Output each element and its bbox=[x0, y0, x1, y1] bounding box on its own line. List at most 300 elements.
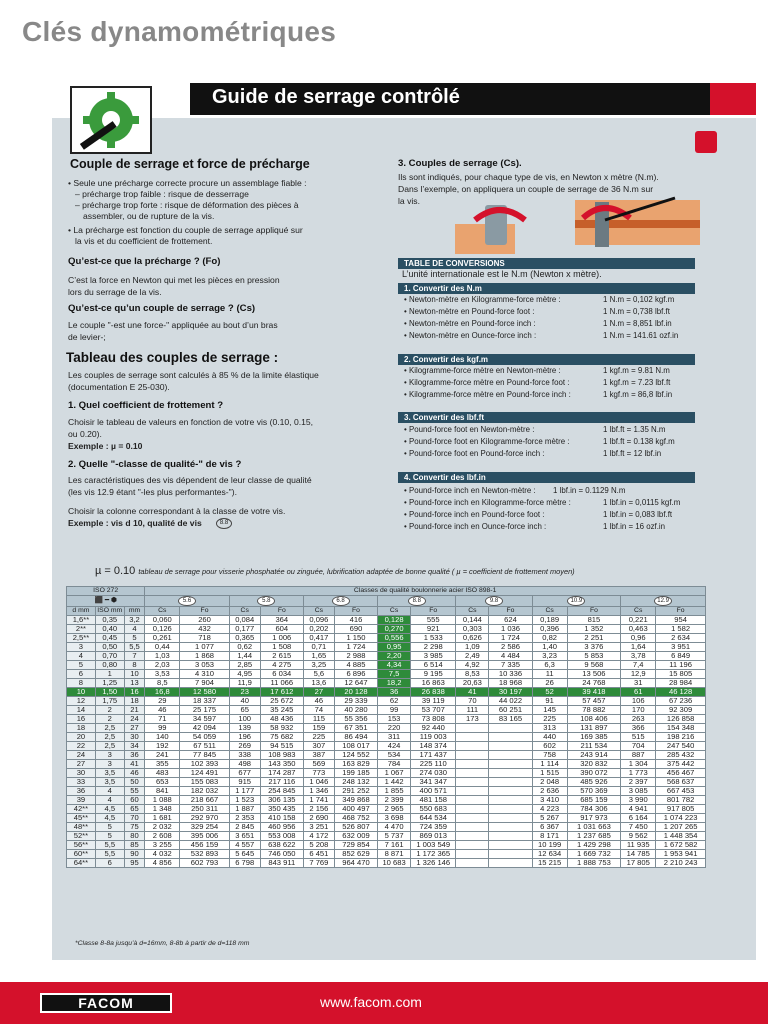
table-cell: 196 bbox=[229, 733, 260, 742]
bolt-icon: ⬛ ━ ⬢ bbox=[67, 596, 145, 607]
table-cell: 350 435 bbox=[260, 805, 303, 814]
table-row bbox=[67, 715, 706, 724]
conversion-label: • Newton-mètre en Pound-force inch : bbox=[404, 319, 536, 328]
conversion-value: 1 lbf.in = 0,0115 kgf.m bbox=[603, 498, 681, 507]
table-cell: 5,6 bbox=[303, 670, 334, 679]
sub-header-cell: Cs bbox=[456, 607, 489, 616]
table-cell: 624 bbox=[489, 616, 532, 625]
table-cell: 131 897 bbox=[567, 724, 621, 733]
table-cell: 5,5 bbox=[124, 643, 145, 652]
table-cell: 3,23 bbox=[532, 652, 567, 661]
table-cell: 5 853 bbox=[567, 652, 621, 661]
step2-heading: 2. Quelle "-classe de qualité-" de vis ? bbox=[68, 459, 242, 470]
table-cell: 155 083 bbox=[180, 778, 229, 787]
table-cell: 18 337 bbox=[180, 697, 229, 706]
table-cell: 677 bbox=[229, 769, 260, 778]
table-cell bbox=[489, 805, 532, 814]
table-cell: 0,270 bbox=[378, 625, 411, 634]
table-cell: 2 399 bbox=[378, 796, 411, 805]
table-row bbox=[67, 697, 706, 706]
conversion-label: • Pound-force foot en Kilogramme-force mètre : bbox=[404, 437, 570, 446]
conversion-group-title: 1. Convertir des N.m bbox=[398, 283, 695, 294]
table-cell: 5 bbox=[67, 661, 96, 670]
table-row bbox=[67, 634, 706, 643]
table-cell: 3 985 bbox=[411, 652, 456, 661]
table-cell: 0,82 bbox=[532, 634, 567, 643]
table-cell: 225 bbox=[303, 733, 334, 742]
table-cell: 12,9 bbox=[621, 670, 656, 679]
table-cell: 4 885 bbox=[334, 661, 377, 670]
table-cell: 311 bbox=[378, 733, 411, 742]
table-cell bbox=[456, 832, 489, 841]
table-cell bbox=[489, 814, 532, 823]
website-link[interactable]: www.facom.com bbox=[320, 994, 422, 1010]
table-cell: 0,45 bbox=[95, 634, 124, 643]
table-cell: 7,4 bbox=[621, 661, 656, 670]
table-row bbox=[67, 796, 706, 805]
conversion-value: 1 N.m = 8,851 lbf.in bbox=[603, 319, 672, 328]
table-cell: 42** bbox=[67, 805, 96, 814]
iso-header: ISO 272 bbox=[67, 587, 145, 596]
question-precharge: Qu’est-ce que la précharge ? (Fo) bbox=[68, 256, 221, 267]
table-cell bbox=[456, 850, 489, 859]
table-cell: 24 bbox=[124, 715, 145, 724]
table-cell: 355 bbox=[145, 760, 180, 769]
table-cell: 569 bbox=[303, 760, 334, 769]
table-cell: 16 bbox=[67, 715, 96, 724]
table-cell: 163 829 bbox=[334, 760, 377, 769]
table-cell: 6 849 bbox=[656, 652, 706, 661]
step1-heading: 1. Quel coefficient de frottement ? bbox=[68, 400, 224, 411]
table-cell: 1 003 549 bbox=[411, 841, 456, 850]
table-cell: 485 926 bbox=[567, 778, 621, 787]
table-cell: 685 159 bbox=[567, 796, 621, 805]
table-cell: 917 973 bbox=[567, 814, 621, 823]
table-cell: 534 bbox=[378, 751, 411, 760]
table-cell: 148 374 bbox=[411, 742, 456, 751]
table-cell: 6 bbox=[67, 670, 96, 679]
table-cell bbox=[489, 769, 532, 778]
text: C’est la force en Newton qui met les pièces en pression bbox=[68, 275, 280, 285]
table-cell: 1 067 bbox=[378, 769, 411, 778]
table-cell: 12 647 bbox=[334, 679, 377, 688]
table-cell: 0,556 bbox=[378, 634, 411, 643]
table-cell: 269 bbox=[229, 742, 260, 751]
table-cell: 5 737 bbox=[378, 832, 411, 841]
table-cell: 1 681 bbox=[145, 814, 180, 823]
table-cell bbox=[489, 841, 532, 850]
table-cell: 320 832 bbox=[567, 760, 621, 769]
table-cell: 83 165 bbox=[489, 715, 532, 724]
conversion-label: • Pound-force inch en Newton-mètre : bbox=[404, 486, 536, 495]
table-cell: 667 453 bbox=[656, 787, 706, 796]
table-cell: 6,3 bbox=[532, 661, 567, 670]
table-cell: 2 353 bbox=[229, 814, 260, 823]
table-cell: 263 bbox=[621, 715, 656, 724]
sub-header-cell: Cs bbox=[532, 607, 567, 616]
table-cell: 390 072 bbox=[567, 769, 621, 778]
table-cell: 73 808 bbox=[411, 715, 456, 724]
table-cell: 225 110 bbox=[411, 760, 456, 769]
table-cell: 26 838 bbox=[411, 688, 456, 697]
table-cell: 843 911 bbox=[260, 859, 303, 868]
table-cell: 869 013 bbox=[411, 832, 456, 841]
table-cell: 199 185 bbox=[334, 769, 377, 778]
table-cell: 67 511 bbox=[180, 742, 229, 751]
table-cell: 16 bbox=[124, 688, 145, 697]
table-cell: 17 612 bbox=[260, 688, 303, 697]
page-title: Clés dynamométriques bbox=[22, 16, 337, 47]
conversion-value: 1 N.m = 0,738 lbf.ft bbox=[603, 307, 670, 316]
table-cell: 3 990 bbox=[621, 796, 656, 805]
table-cell: 2 156 bbox=[303, 805, 334, 814]
text: lors du serrage de la vis. bbox=[68, 287, 162, 297]
table-cell: 2 210 243 bbox=[656, 859, 706, 868]
table-cell: 70 bbox=[124, 814, 145, 823]
conversion-value: 1 kgf.m = 9.81 N.m bbox=[603, 366, 670, 375]
table-cell: 2 251 bbox=[567, 634, 621, 643]
table-cell: 1 304 bbox=[621, 760, 656, 769]
table-cell: 0,70 bbox=[95, 652, 124, 661]
table-cell: 67 351 bbox=[334, 724, 377, 733]
table-cell: 3 255 bbox=[145, 841, 180, 850]
table-cell: 8,5 bbox=[145, 679, 180, 688]
table-cell: 291 252 bbox=[334, 787, 377, 796]
table-cell: 16,8 bbox=[145, 688, 180, 697]
friction-caption: tableau de serrage pour visserie phosphatée ou zinguée, lubrification adaptée de bonne qualité ( µ = coefficient de frottement moyen) bbox=[138, 567, 575, 576]
table-cell: 0,126 bbox=[145, 625, 180, 634]
table-cell: 424 bbox=[378, 742, 411, 751]
table-cell: 159 bbox=[303, 724, 334, 733]
table-row bbox=[67, 859, 706, 868]
table-cell bbox=[489, 859, 532, 868]
table-cell: 964 470 bbox=[334, 859, 377, 868]
table-cell: 1 150 bbox=[334, 634, 377, 643]
table-cell: 140 bbox=[145, 733, 180, 742]
table-cell: 5,5 bbox=[95, 850, 124, 859]
text: Ils sont indiqués, pour chaque type de vis, en Newton x mètre (N.m). bbox=[398, 172, 659, 182]
table-cell bbox=[456, 859, 489, 868]
table-cell: 92 309 bbox=[656, 706, 706, 715]
table-cell: 27 bbox=[303, 688, 334, 697]
table-row bbox=[67, 679, 706, 688]
table-cell: 1 669 732 bbox=[567, 850, 621, 859]
table-cell: 2,49 bbox=[456, 652, 489, 661]
step3-heading: 3. Couples de serrage (Cs). bbox=[398, 158, 522, 169]
conversion-group-title: 4. Convertir des lbf.in bbox=[398, 472, 695, 483]
table-cell: 1,75 bbox=[95, 697, 124, 706]
table-cell: 60** bbox=[67, 850, 96, 859]
conversion-label: • Pound-force inch en Pound-force foot : bbox=[404, 510, 545, 519]
table-cell: 65 bbox=[229, 706, 260, 715]
table-cell: 3 bbox=[67, 643, 96, 652]
table-cell: 1 006 bbox=[260, 634, 303, 643]
table-cell: 6 034 bbox=[260, 670, 303, 679]
table-cell: 341 347 bbox=[411, 778, 456, 787]
table-cell: 456 159 bbox=[180, 841, 229, 850]
conversion-label: • Kilogramme-force mètre en Pound-force inch : bbox=[404, 390, 571, 399]
table-cell: 3 651 bbox=[229, 832, 260, 841]
table-cell: 60 251 bbox=[489, 706, 532, 715]
table-row bbox=[67, 670, 706, 679]
table-cell: 0,35 bbox=[95, 616, 124, 625]
table-cell: 555 bbox=[411, 616, 456, 625]
table-cell: 90 bbox=[124, 850, 145, 859]
table-cell: 6 bbox=[95, 859, 124, 868]
table-cell: 10 bbox=[67, 688, 96, 697]
table-cell: 481 158 bbox=[411, 796, 456, 805]
table-row bbox=[67, 706, 706, 715]
table-cell bbox=[489, 823, 532, 832]
table-cell: 64** bbox=[67, 859, 96, 868]
footnote: *Classe 8-8a jusqu’à d=16mm, 8-8b à partir de d=118 mm bbox=[75, 940, 250, 947]
table-cell: 174 287 bbox=[260, 769, 303, 778]
table-cell: 4,34 bbox=[378, 661, 411, 670]
banner-title: Guide de serrage contrôlé bbox=[212, 86, 460, 108]
text: la vis et du coefficient de frottement. bbox=[75, 236, 213, 246]
table-row bbox=[67, 823, 706, 832]
table-cell: 108 406 bbox=[567, 715, 621, 724]
table-cell: 2,5 bbox=[95, 742, 124, 751]
text: assembler, ou de rupture de la vis. bbox=[83, 211, 215, 221]
table-cell: 8 171 bbox=[532, 832, 567, 841]
table-cell: 16 863 bbox=[411, 679, 456, 688]
table-cell: 46 bbox=[303, 697, 334, 706]
table-cell: 1 741 bbox=[303, 796, 334, 805]
table-cell bbox=[456, 787, 489, 796]
table-cell: 11,9 bbox=[229, 679, 260, 688]
table-cell: 62 bbox=[378, 697, 411, 706]
table-cell: 0,71 bbox=[303, 643, 334, 652]
table-cell: 143 350 bbox=[260, 760, 303, 769]
table-cell: 27 bbox=[124, 724, 145, 733]
conversion-label: • Pound-force inch en Kilogramme-force mètre : bbox=[404, 498, 571, 507]
table-cell: 2 608 bbox=[145, 832, 180, 841]
table-cell: 99 bbox=[378, 706, 411, 715]
table-cell: 34 bbox=[124, 742, 145, 751]
table-cell: 0,128 bbox=[378, 616, 411, 625]
table-row bbox=[67, 850, 706, 859]
table-cell: 8 bbox=[124, 661, 145, 670]
table-cell: 111 bbox=[456, 706, 489, 715]
conversion-group-title: 2. Convertir des kgf.m bbox=[398, 354, 695, 365]
torque-table-container bbox=[66, 586, 706, 868]
table-cell: 1,6** bbox=[67, 616, 96, 625]
sub-header-cell: Fo bbox=[180, 607, 229, 616]
table-row bbox=[67, 832, 706, 841]
text: Choisir la colonne correspondant à la classe de votre vis. bbox=[68, 506, 286, 516]
table-cell: 915 bbox=[229, 778, 260, 787]
table-row bbox=[67, 760, 706, 769]
table-cell bbox=[456, 805, 489, 814]
table-cell: 28 984 bbox=[656, 679, 706, 688]
table-cell: 2 032 bbox=[145, 823, 180, 832]
table-cell: 9 195 bbox=[411, 670, 456, 679]
table-cell: 40 bbox=[229, 697, 260, 706]
table-cell: 432 bbox=[180, 625, 229, 634]
table-cell: 3 bbox=[95, 751, 124, 760]
table-row bbox=[67, 688, 706, 697]
table-cell: 173 bbox=[456, 715, 489, 724]
table-cell: 0,202 bbox=[303, 625, 334, 634]
table-cell: 9 568 bbox=[567, 661, 621, 670]
table-cell: 0,221 bbox=[621, 616, 656, 625]
table-cell: 54 059 bbox=[180, 733, 229, 742]
table-cell: 7 bbox=[124, 652, 145, 661]
table-cell: 1 031 663 bbox=[567, 823, 621, 832]
table-cell: 852 629 bbox=[334, 850, 377, 859]
table-cell: 4 484 bbox=[489, 652, 532, 661]
table-cell: 18 bbox=[67, 724, 96, 733]
table-cell: 841 bbox=[145, 787, 180, 796]
table-cell: 1 114 bbox=[532, 760, 567, 769]
table-cell: 1 887 bbox=[229, 805, 260, 814]
conversion-value: 1 lbf.ft = 12 lbf.in bbox=[603, 449, 662, 458]
table-cell: 30 197 bbox=[489, 688, 532, 697]
table-cell: 338 bbox=[229, 751, 260, 760]
table-cell: 169 385 bbox=[567, 733, 621, 742]
conversion-label: • Pound-force inch en Ounce-force inch : bbox=[404, 522, 547, 531]
table-cell: 80 bbox=[124, 832, 145, 841]
table-cell: 91 bbox=[532, 697, 567, 706]
table-cell: 718 bbox=[180, 634, 229, 643]
sub-header-cell: Fo bbox=[411, 607, 456, 616]
table-cell: 23 bbox=[229, 688, 260, 697]
table-cell: 2 965 bbox=[378, 805, 411, 814]
table-cell: 1 773 bbox=[621, 769, 656, 778]
friction-line bbox=[95, 565, 575, 577]
table-cell: 553 008 bbox=[260, 832, 303, 841]
table-cell: 7 450 bbox=[621, 823, 656, 832]
table-cell: 55 bbox=[124, 787, 145, 796]
table-cell: 784 306 bbox=[567, 805, 621, 814]
table-cell: 171 437 bbox=[411, 751, 456, 760]
text: Dans l’exemple, on appliquera un couple de serrage de 36 N.m sur bbox=[398, 184, 654, 194]
table-cell: 2 845 bbox=[229, 823, 260, 832]
table-cell: 1 036 bbox=[489, 625, 532, 634]
banner-accent bbox=[710, 83, 756, 115]
table-row bbox=[67, 733, 706, 742]
table-cell: 170 bbox=[621, 706, 656, 715]
table-cell: 5,5 bbox=[95, 841, 124, 850]
table-cell: 153 bbox=[378, 715, 411, 724]
table-cell: 1,44 bbox=[229, 652, 260, 661]
table-cell: 2,5** bbox=[67, 634, 96, 643]
table-cell: 225 bbox=[532, 715, 567, 724]
sub-header-cell: Fo bbox=[334, 607, 377, 616]
table-cell: 4 941 bbox=[621, 805, 656, 814]
heading-couple: Couple de serrage et force de précharge bbox=[70, 157, 310, 171]
table-cell: 14 785 bbox=[621, 850, 656, 859]
table-cell: 31 bbox=[621, 679, 656, 688]
table-cell: 45** bbox=[67, 814, 96, 823]
table-cell: 4 856 bbox=[145, 859, 180, 868]
table-cell: 70 bbox=[456, 697, 489, 706]
table-cell: 4,92 bbox=[456, 661, 489, 670]
table-cell: 217 116 bbox=[260, 778, 303, 787]
table-cell: 364 bbox=[260, 616, 303, 625]
table-cell: 3 bbox=[95, 760, 124, 769]
table-cell: 33 bbox=[67, 778, 96, 787]
table-cell: 1 508 bbox=[260, 643, 303, 652]
class-header: 6.8 bbox=[303, 596, 377, 607]
table-cell: 0,084 bbox=[229, 616, 260, 625]
table-cell: 801 782 bbox=[656, 796, 706, 805]
sub-header-cell: d mm bbox=[67, 607, 96, 616]
table-cell: 1 177 bbox=[229, 787, 260, 796]
table-cell: 2,5 bbox=[95, 724, 124, 733]
table-cell: 1,09 bbox=[456, 643, 489, 652]
table-cell: 7,5 bbox=[378, 670, 411, 679]
table-cell: 254 845 bbox=[260, 787, 303, 796]
table-cell: 815 bbox=[567, 616, 621, 625]
table-cell bbox=[489, 724, 532, 733]
question-couple: Qu’est-ce qu’un couple de serrage ? (Cs) bbox=[68, 303, 256, 314]
table-cell: 0,096 bbox=[303, 616, 334, 625]
table-cell: 2,20 bbox=[378, 652, 411, 661]
table-cell: 0,44 bbox=[145, 643, 180, 652]
sub-header-cell: Cs bbox=[378, 607, 411, 616]
table-cell: 119 003 bbox=[411, 733, 456, 742]
table-cell: 41 bbox=[456, 688, 489, 697]
table-cell: 550 683 bbox=[411, 805, 456, 814]
text: Les couples de serrage sont calculés à 85 % de la limite élastique bbox=[68, 370, 319, 380]
table-cell: 11 066 bbox=[260, 679, 303, 688]
table-cell: 4 bbox=[95, 796, 124, 805]
table-cell: 2 634 bbox=[656, 634, 706, 643]
text: la vis. bbox=[398, 196, 420, 206]
table-cell: 74 bbox=[303, 706, 334, 715]
table-cell: 644 534 bbox=[411, 814, 456, 823]
table-cell: 52 bbox=[532, 688, 567, 697]
table-cell: 638 622 bbox=[260, 841, 303, 850]
table-cell: 4,5 bbox=[95, 814, 124, 823]
table-cell: 154 348 bbox=[656, 724, 706, 733]
table-cell: 4,5 bbox=[95, 805, 124, 814]
table-cell: 7 769 bbox=[303, 859, 334, 868]
table-cell: 292 970 bbox=[180, 814, 229, 823]
table-cell: 1,50 bbox=[95, 688, 124, 697]
table-cell: 13 bbox=[124, 679, 145, 688]
table-cell: 4 223 bbox=[532, 805, 567, 814]
table-cell: 12 634 bbox=[532, 850, 567, 859]
table-cell: 243 914 bbox=[567, 751, 621, 760]
table-cell: 124 552 bbox=[334, 751, 377, 760]
table-cell: 456 467 bbox=[656, 769, 706, 778]
table-cell: 4,95 bbox=[229, 670, 260, 679]
table-cell: 53 707 bbox=[411, 706, 456, 715]
table-cell: 3,5 bbox=[95, 769, 124, 778]
class-header: 10.9 bbox=[532, 596, 621, 607]
table-cell: 106 bbox=[621, 697, 656, 706]
table-cell: 124 491 bbox=[180, 769, 229, 778]
table-cell bbox=[456, 778, 489, 787]
table-cell: 2,03 bbox=[145, 661, 180, 670]
conversion-value: 1 kgf.m = 86,8 lbf.in bbox=[603, 390, 673, 399]
table-cell: 71 bbox=[145, 715, 180, 724]
table-cell: 5 bbox=[95, 832, 124, 841]
table-cell: 218 667 bbox=[180, 796, 229, 805]
table-cell: 36 bbox=[378, 688, 411, 697]
table-cell: 440 bbox=[532, 733, 567, 742]
conversion-value: 1 N.m = 0,102 kgf.m bbox=[603, 295, 675, 304]
table-cell: 2 586 bbox=[489, 643, 532, 652]
text: – précharge trop faible : risque de desserrage bbox=[75, 189, 249, 199]
table-cell: 1 533 bbox=[411, 634, 456, 643]
table-cell: 483 bbox=[145, 769, 180, 778]
sub-header-cell: ISO mm bbox=[97, 607, 123, 614]
table-cell: 274 030 bbox=[411, 769, 456, 778]
